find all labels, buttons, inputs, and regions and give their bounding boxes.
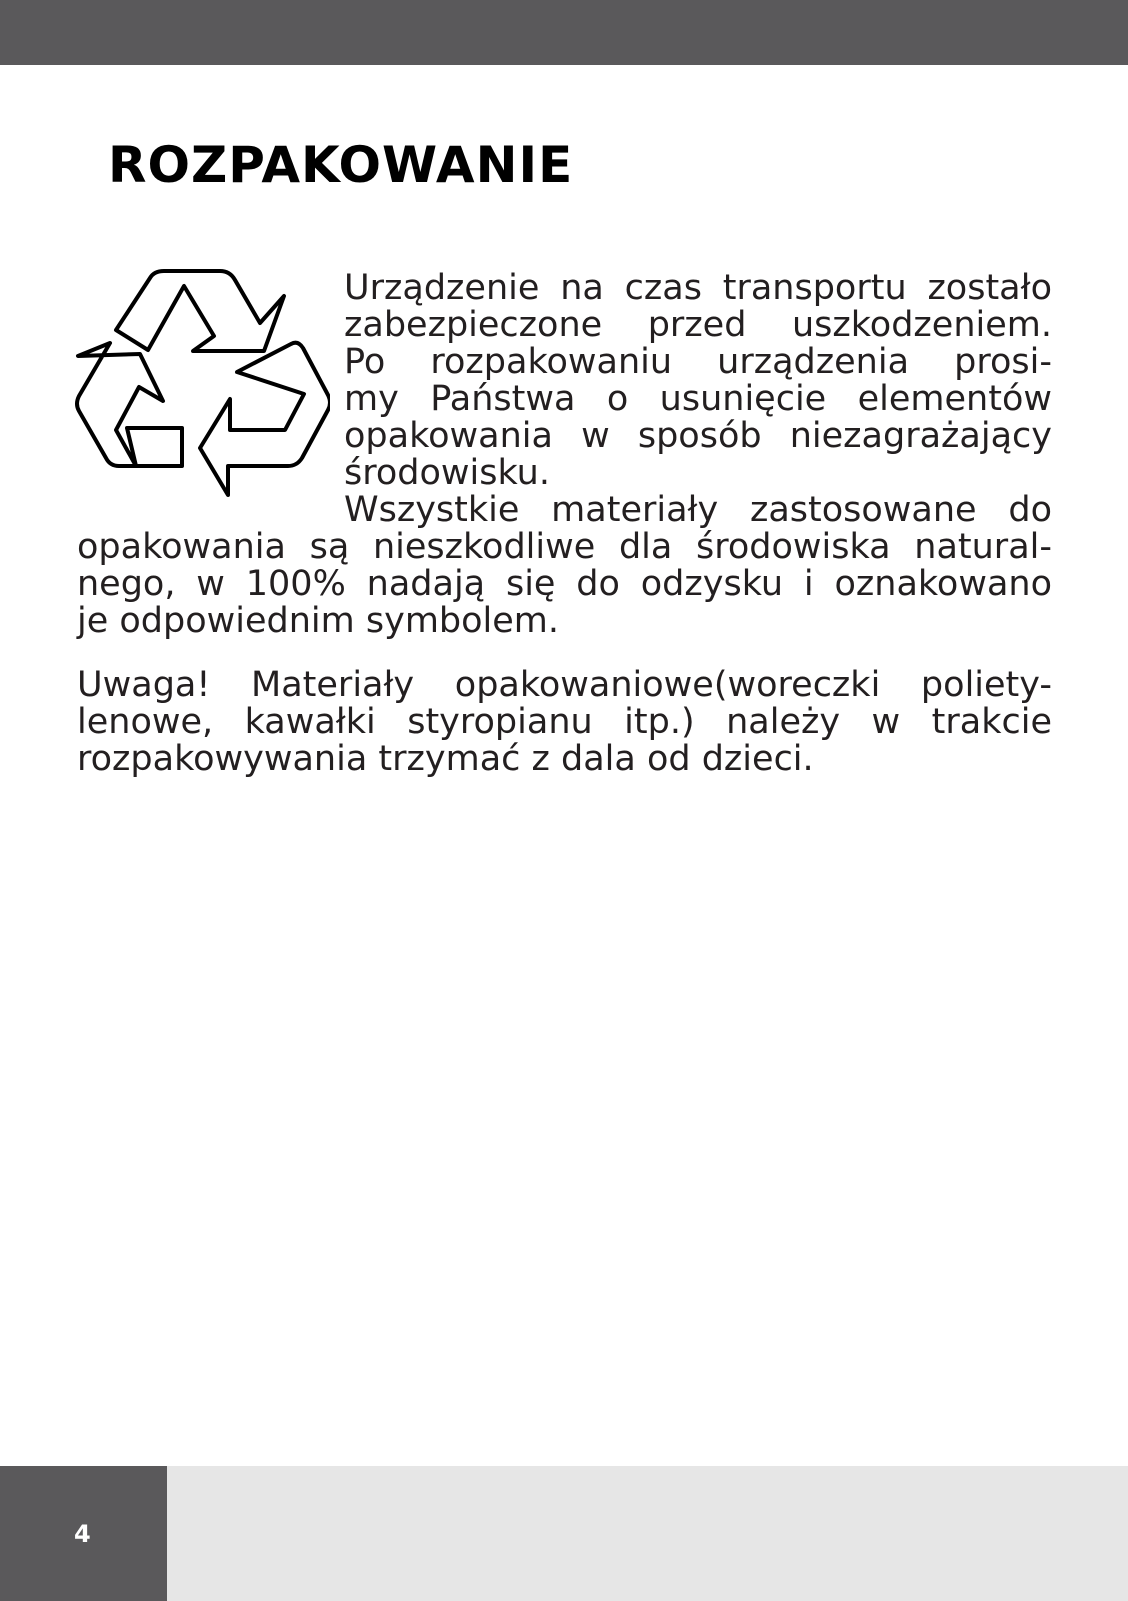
page-number: 4 bbox=[74, 1520, 91, 1548]
text-line: lenowe, kawałki styropianu itp.) należy w trakcie bbox=[77, 702, 1052, 742]
text-line: środowisku. bbox=[344, 453, 550, 493]
warning-paragraph bbox=[77, 667, 1052, 778]
text-line: opakowania w sposób niezagrażający bbox=[344, 416, 1052, 456]
text-line: my Państwa o usunięcie elementów bbox=[344, 379, 1052, 419]
text-line: nego, w 100% nadają się do odzysku i oznakowano bbox=[77, 564, 1052, 604]
intro-paragraph bbox=[77, 270, 1052, 640]
page-title: ROZPAKOWANIE bbox=[108, 136, 574, 194]
text-line: rozpakowywania trzymać z dala od dzieci. bbox=[77, 739, 814, 779]
text-line: Po rozpakowaniu urządzenia prosi- bbox=[344, 342, 1052, 382]
text-line: Urządzenie na czas transportu zostało bbox=[344, 268, 1052, 308]
text-line: zabezpieczone przed uszkodzeniem. bbox=[344, 305, 1052, 345]
text-line: Wszystkie materiały zastosowane do bbox=[344, 490, 1052, 530]
text-line: Uwaga! Materiały opakowaniowe(woreczki poliety- bbox=[77, 665, 1052, 705]
text-line: je odpowiednim symbolem. bbox=[77, 601, 560, 641]
text-line: opakowania są nieszkodliwe dla środowiska natural- bbox=[77, 527, 1052, 567]
footer-band bbox=[0, 1466, 1128, 1601]
top-bar bbox=[0, 0, 1128, 65]
